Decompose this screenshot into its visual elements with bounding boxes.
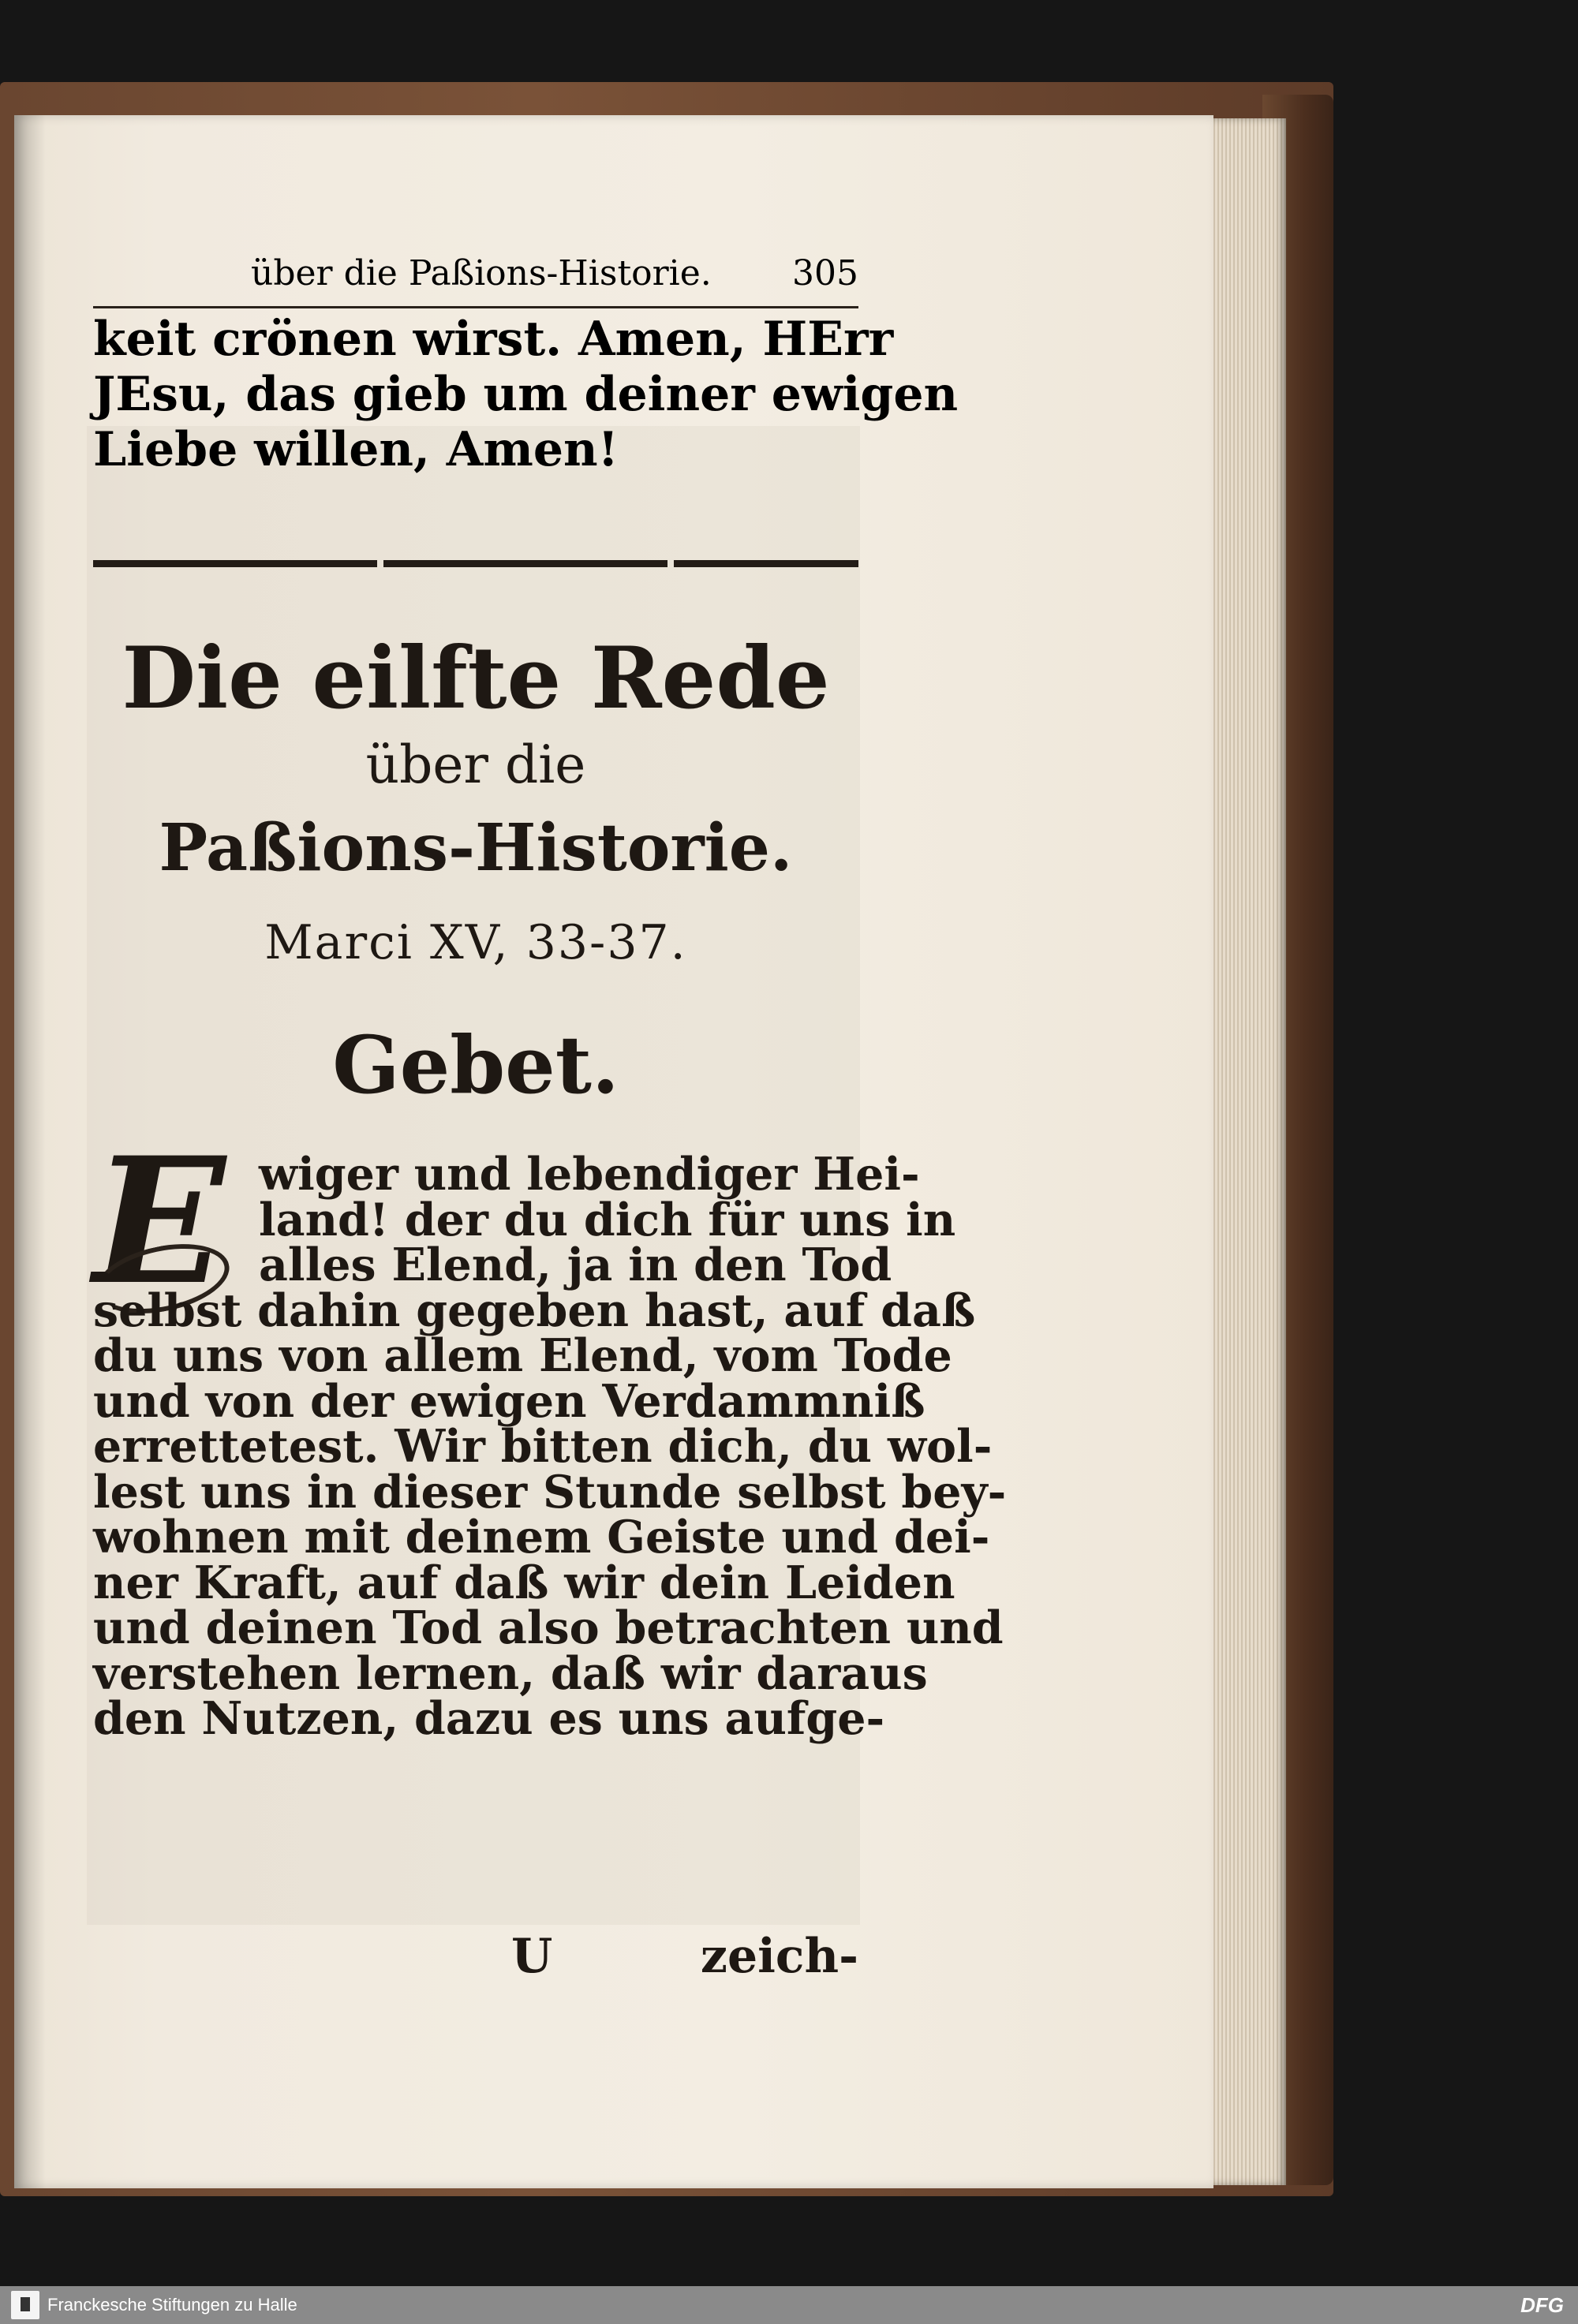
running-head [93,246,858,301]
scripture-reference: Marci XV, 33-37. [264,915,687,970]
chapter-subtitle-2: Paßions-Historie. [159,810,793,886]
running-head-title: über die Paßions-Historie. [251,253,712,293]
institution-logo-icon [11,2291,39,2319]
chapter-title: Die eilfte Rede [122,629,830,728]
dfg-logo: DFG [1520,2293,1564,2317]
head-rule [93,306,858,308]
prayer-title: Gebet. [332,1018,619,1112]
decorated-initial: E [93,1119,226,1323]
text-line: wiger und lebendiger Hei- [259,1148,920,1201]
text-line: lest uns in dieser Stunde selbst bey- [93,1465,1007,1519]
signature-mark: U [511,1929,553,1984]
viewer-footer [0,2286,1578,2324]
institution-name: Franckesche Stiftungen zu Halle [47,2295,297,2315]
text-line: ner Kraft, auf daß wir dein Leiden [93,1556,955,1609]
text-line: alles Elend, ja in den Tod [259,1239,892,1291]
chapter-subtitle: über die [365,734,586,795]
prayer-body [93,1148,1007,1745]
text-line: wohnen mit deinem Geiste und dei- [93,1511,990,1564]
text-line: und von der ewigen Verdammniß [93,1374,925,1428]
text-line: JEsu, das gieb um deiner ewigen [93,367,959,422]
previous-section-text [93,312,959,477]
gutter-shadow [14,115,46,2188]
catchline [93,1925,858,1988]
text-line: selbst dahin gegeben hast, auf daß [93,1283,976,1337]
text-line: und deinen Tod also betrachten und [93,1601,1004,1654]
page-number: 305 [792,253,858,293]
text-line: land! der du dich für uns in [259,1193,956,1246]
text-line: Liebe willen, Amen! [93,422,619,477]
section-divider [93,560,858,567]
text-line: keit crönen wirst. Amen, HErr [93,312,894,367]
catchword: zeich- [700,1929,858,1984]
text-line: errettetest. Wir bitten dich, du wol- [93,1420,993,1473]
text-line: verstehen lernen, daß wir daraus [93,1646,928,1700]
text-line: du uns von allem Elend, vom Tode [93,1329,952,1382]
text-line: den Nutzen, dazu es uns aufge- [93,1692,885,1745]
